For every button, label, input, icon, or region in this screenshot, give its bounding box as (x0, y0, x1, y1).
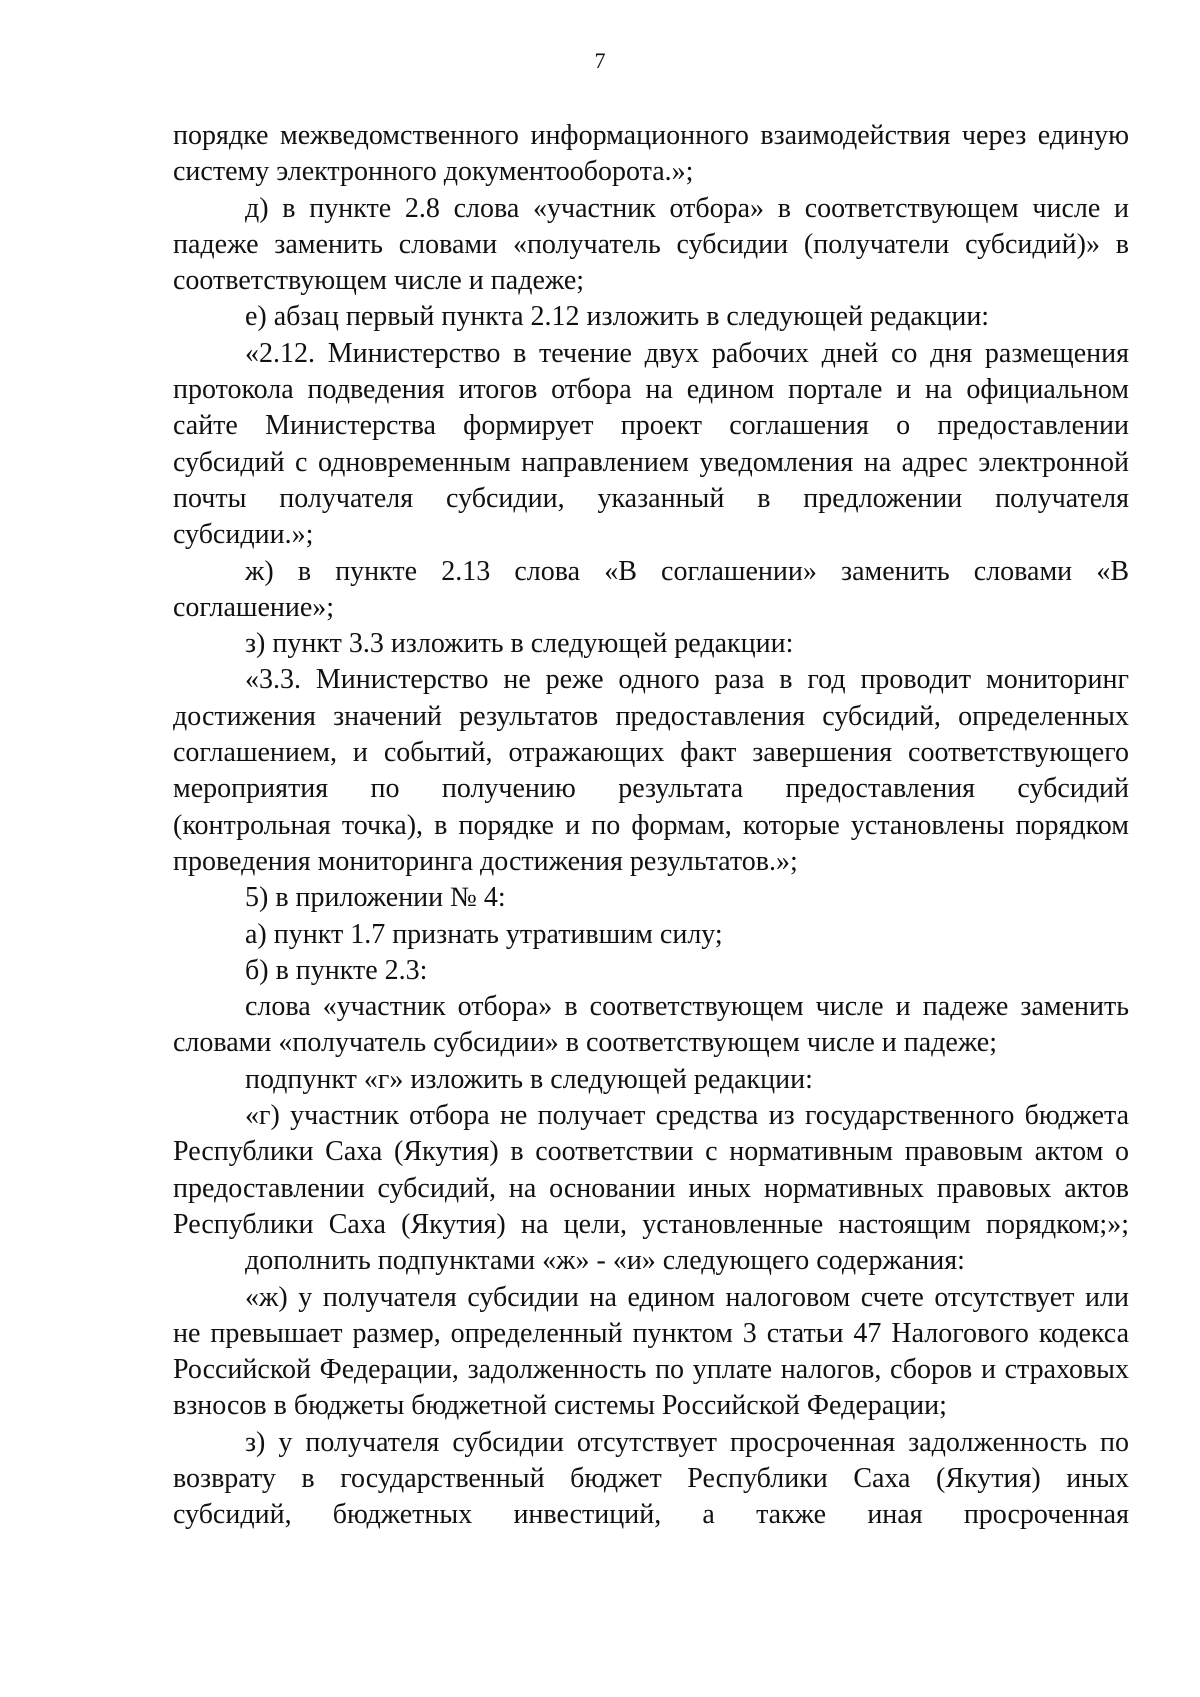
text-line: взносов в бюджеты бюджетной системы Российской Федерации; (173, 1390, 947, 1422)
text-line: «ж) у получателя субсидии на едином налоговом счете отсутствует или (245, 1281, 1129, 1313)
text-line: Республики Саха (Якутия) в соответствии с нормативным правовым актом о (173, 1136, 1129, 1168)
text-line: «2.12. Министерство в течение двух рабочих дней со дня размещения (245, 337, 1129, 369)
text-line: ж) в пункте 2.13 слова «В соглашении» заменить словами «В (245, 555, 1129, 587)
text-line: 5) в приложении № 4: (245, 882, 506, 914)
text-line: «3.3. Министерство не реже одного раза в год проводит мониторинг (245, 664, 1129, 696)
text-line: соглашение»; (173, 591, 335, 623)
text-line: (контрольная точка), в порядке и по формам, которые установлены порядком (173, 809, 1129, 841)
text-line: Российской Федерации, задолженность по уплате налогов, сборов и страховых (173, 1354, 1129, 1386)
document-body (173, 118, 1129, 1534)
text-line: з) пункт 3.3 изложить в следующей редакции: (245, 628, 794, 660)
text-line: предоставлении субсидий, на основании иных нормативных правовых актов (173, 1172, 1129, 1204)
text-line: соответствующем числе и падеже; (173, 265, 585, 297)
text-line: проведения мониторинга достижения результатов.»; (173, 845, 798, 877)
text-line: б) в пункте 2.3: (245, 954, 428, 986)
text-line: дополнить подпунктами «ж» - «и» следующего содержания: (245, 1245, 965, 1277)
text-line: субсидий, бюджетных инвестиций, а также иная просроченная (173, 1499, 1129, 1531)
text-line: протокола подведения итогов отбора на едином портале и на официальном (173, 374, 1129, 406)
text-line: падеже заменить словами «получатель субсидии (получатели субсидий)» в (173, 228, 1129, 260)
text-line: Республики Саха (Якутия) на цели, установленные настоящим порядком;»; (173, 1208, 1129, 1240)
text-line: мероприятия по получению результата предоставления субсидий (173, 773, 1129, 805)
text-line: словами «получатель субсидии» в соответствующем числе и падеже; (173, 1027, 998, 1059)
page-number: 7 (594, 48, 606, 73)
text-line: подпункт «г» изложить в следующей редакции: (245, 1063, 813, 1095)
text-line: «г) участник отбора не получает средства из государственного бюджета (245, 1100, 1129, 1132)
text-line: достижения значений результатов предоставления субсидий, определенных (173, 700, 1129, 732)
text-line: субсидий с одновременным направлением уведомления на адрес электронной (173, 446, 1129, 478)
text-line: соглашением, и событий, отражающих факт завершения соответствующего (173, 737, 1129, 769)
text-line: з) у получателя субсидии отсутствует просроченная задолженность по (245, 1426, 1129, 1458)
text-line: е) абзац первый пункта 2.12 изложить в следующей редакции: (245, 301, 990, 333)
text-line: почты получателя субсидии, указанный в предложении получателя (173, 482, 1129, 514)
text-line: д) в пункте 2.8 слова «участник отбора» в соответствующем числе и (245, 192, 1129, 224)
text-line: возврату в государственный бюджет Республики Саха (Якутия) иных (173, 1462, 1129, 1494)
text-line: порядке межведомственного информационного взаимодействия через единую (173, 120, 1129, 151)
text-line: не превышает размер, определенный пунктом 3 статьи 47 Налогового кодекса (173, 1317, 1129, 1349)
text-line: субсидии.»; (173, 519, 314, 551)
text-line: систему электронного документооборота.»; (173, 156, 694, 188)
text-line: а) пункт 1.7 признать утратившим силу; (245, 918, 723, 950)
text-line: сайте Министерства формирует проект соглашения о предоставлении (173, 410, 1129, 442)
text-line: слова «участник отбора» в соответствующем числе и падеже заменить (245, 991, 1129, 1023)
